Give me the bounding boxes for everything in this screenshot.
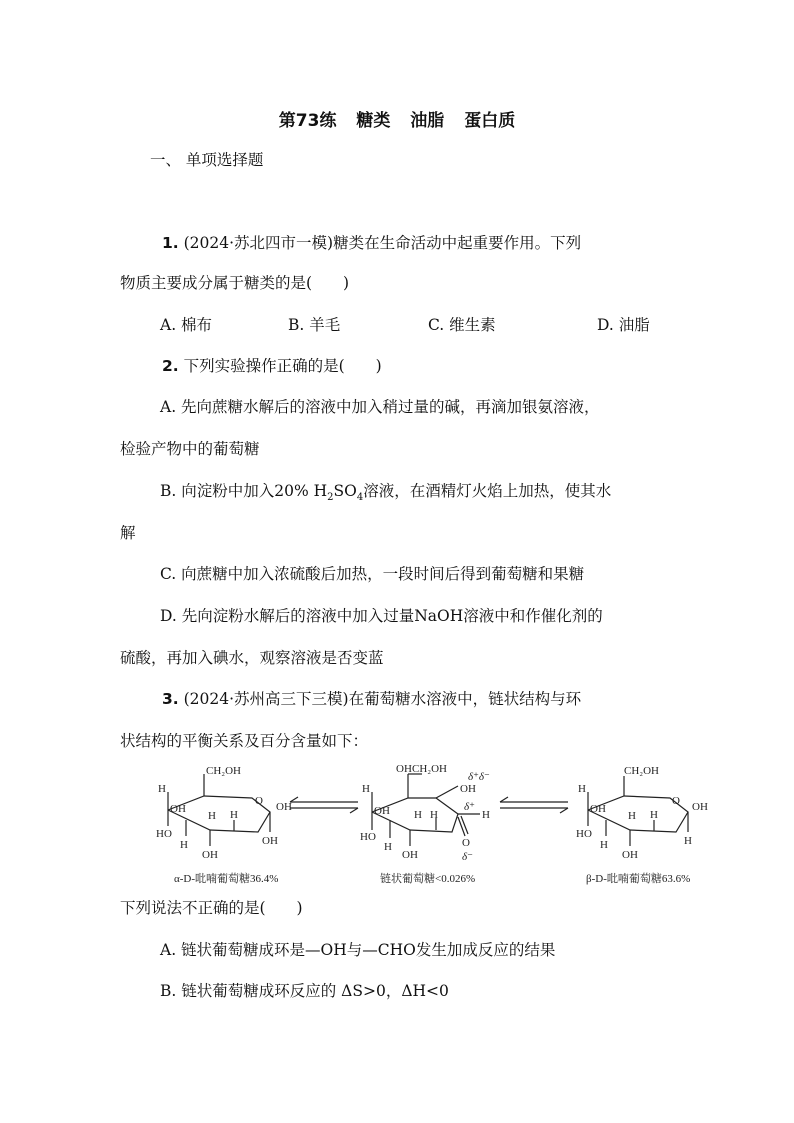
title-part-sugar: 糖类 [356, 111, 391, 131]
section-heading: 一、 单项选择题 [150, 151, 264, 169]
beta-oh-3: OH [622, 849, 638, 861]
question-1-number: 1. [162, 234, 179, 252]
beta-h-2: H [628, 810, 636, 822]
chain-oh-1: OH [460, 783, 476, 795]
chain-h-3: H [384, 841, 392, 853]
question-2-option-b-part-3: 溶液，在酒精灯火焰上加热，使其水 [363, 482, 612, 500]
glucose-equilibrium-diagram [140, 762, 730, 890]
question-1-option-a: A. 棉布 [160, 316, 213, 334]
question-2-text: 下列实验操作正确的是( ) [183, 357, 382, 375]
question-2-option-c: C. 向蔗糖中加入浓硫酸后加热，一段时间后得到葡萄糖和果糖 [160, 565, 585, 583]
chain-delta-pos: δ⁺ [464, 801, 475, 813]
beta-ch2oh: CH₂OH [624, 765, 660, 777]
title-number: 第73练 [278, 111, 337, 131]
chain-h-4: H [430, 809, 438, 821]
beta-oh-2: OH [590, 803, 606, 815]
question-1-option-d: D. 油脂 [597, 316, 650, 334]
question-2-number: 2. [162, 357, 179, 375]
question-3-line-2: 状结构的平衡关系及百分含量如下： [120, 732, 369, 750]
alpha-oh-4: OH [262, 835, 278, 847]
question-3-option-b: B. 链状葡萄糖成环反应的 ΔS>0，ΔH<0 [160, 982, 449, 1000]
page-title [0, 106, 794, 131]
beta-h-5: H [684, 835, 692, 847]
alpha-h-1: H [158, 783, 166, 795]
beta-h-3: H [600, 839, 608, 851]
chain-delta-neg: δ⁻ [462, 851, 473, 863]
alpha-ch2oh: CH₂OH [206, 765, 242, 777]
question-2-option-b-line-1 [160, 481, 611, 508]
question-1-option-c: C. 维生素 [428, 316, 496, 334]
question-3-line-1 [162, 689, 581, 709]
alpha-h-2: H [208, 810, 216, 822]
question-2-option-d-line-2: 硫酸，再加入碘水，观察溶液是否变蓝 [120, 649, 384, 667]
beta-ho: HO [576, 828, 592, 840]
alpha-oh-3: OH [202, 849, 218, 861]
alpha-h-4: H [230, 809, 238, 821]
title-part-fat: 油脂 [410, 111, 445, 131]
alpha-ho: HO [156, 828, 172, 840]
beta-h-1: H [578, 783, 586, 795]
question-2-stem [162, 356, 382, 376]
question-3-text-1: (2024·苏州高三下三模)在葡萄糖水溶液中，链状结构与环 [183, 690, 582, 708]
beta-oh-1: OH [692, 801, 708, 813]
chain-oh-3: OH [402, 849, 418, 861]
chain-oh-top: OH [396, 763, 412, 775]
question-2-option-a-line-1: A. 先向蔗糖水解后的溶液中加入稍过量的碱，再滴加银氨溶液， [160, 398, 600, 416]
alpha-ring-o: O [255, 795, 263, 807]
beta-h-4: H [650, 809, 658, 821]
chain-oh-2: OH [374, 805, 390, 817]
chain-o-carbonyl: O [462, 837, 470, 849]
question-2-option-a-line-2: 检验产物中的葡萄糖 [120, 440, 260, 458]
chain-h-2: H [414, 809, 422, 821]
alpha-oh-1: OH [276, 801, 292, 813]
subscript-2: 2 [327, 492, 334, 504]
question-1-option-b: B. 羊毛 [288, 316, 341, 334]
alpha-h-3: H [180, 839, 188, 851]
title-part-protein: 蛋白质 [464, 111, 516, 131]
chain-ch2oh: CH₂OH [412, 763, 448, 775]
beta-ring-o: O [672, 795, 680, 807]
chain-delta-pair: δ⁺δ⁻ [468, 771, 490, 783]
alpha-oh-2: OH [170, 803, 186, 815]
caption-chain: 链状葡萄糖<0.026% [380, 873, 476, 885]
question-3-number: 3. [162, 690, 179, 708]
caption-alpha: α-D-吡喃葡萄糖36.4% [174, 873, 279, 885]
question-3-option-a: A. 链状葡萄糖成环是—OH与—CHO发生加成反应的结果 [160, 941, 556, 959]
question-2-option-b-part-2: SO [333, 482, 357, 500]
chain-ho: HO [360, 831, 376, 843]
question-3-stem-2: 下列说法不正确的是( ) [120, 899, 303, 917]
caption-beta: β-D-吡喃葡萄糖63.6% [586, 873, 691, 885]
question-2-option-d-line-1: D. 先向淀粉水解后的溶液中加入过量NaOH溶液中和作催化剂的 [160, 607, 603, 625]
chain-h-aldehyde: H [482, 809, 490, 821]
question-2-option-b-line-2: 解 [120, 524, 136, 542]
chain-h-1: H [362, 783, 370, 795]
question-1-line-2: 物质主要成分属于糖类的是( ) [120, 274, 350, 292]
subscript-4: 4 [356, 492, 364, 504]
question-1-text-1: (2024·苏北四市一模)糖类在生命活动中起重要作用。下列 [183, 234, 582, 252]
question-1-line-1 [162, 233, 581, 253]
question-2-option-b-part-1: B. 向淀粉中加入20% H [160, 482, 328, 500]
